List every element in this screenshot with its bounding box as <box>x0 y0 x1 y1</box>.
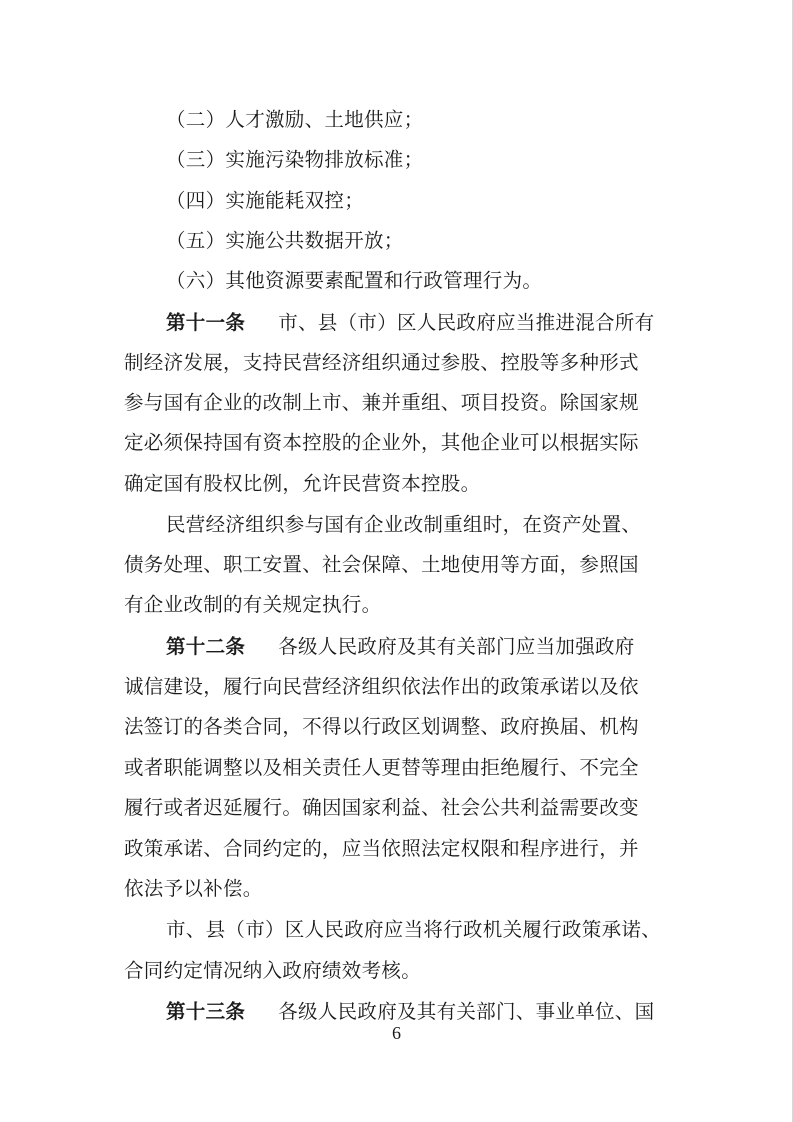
article-13-first-line <box>166 999 714 1025</box>
body-line: 合同约定情况纳入政府绩效考核。 <box>124 959 422 982</box>
body-line: 履行或者迟延履行。确因国家利益、社会公共利益需要改变 <box>124 796 639 819</box>
article-11-first-line <box>166 310 714 336</box>
item-2: （二）人才激励、土地供应； <box>166 108 424 131</box>
item-6: （六）其他资源要素配置和行政管理行为。 <box>166 269 543 292</box>
body-line: 诚信建设，履行向民营经济组织依法作出的政策承诺以及依 <box>124 675 639 698</box>
article-11-title: 第十一条 <box>166 311 246 334</box>
body-line: 市、县（市）区人民政府应当将行政机关履行政策承诺、 <box>166 918 662 941</box>
article-13-title: 第十三条 <box>166 1000 246 1023</box>
body-line: 有企业改制的有关规定执行。 <box>124 593 382 616</box>
body-line: 确定国有股权比例，允许民营资本控股。 <box>124 472 481 495</box>
body-line: 定必须保持国有资本控股的企业外，其他企业可以根据实际 <box>124 431 639 454</box>
page-number: 6 <box>392 1023 401 1043</box>
item-5: （五）实施公共数据开放； <box>166 229 404 252</box>
body-line: 债务处理、职工安置、社会保障、土地使用等方面，参照国 <box>124 553 639 576</box>
body-line: 法签订的各类合同，不得以行政区划调整、政府换届、机构 <box>124 715 639 738</box>
body-line: 或者职能调整以及相关责任人更替等理由拒绝履行、不完全 <box>124 756 639 779</box>
article-11-text: 市、县（市）区人民政府应当推进混合所有 <box>278 311 655 334</box>
article-12-title: 第十二条 <box>166 635 246 658</box>
article-12-text: 各级人民政府及其有关部门应当加强政府 <box>278 635 635 658</box>
item-4: （四）实施能耗双控； <box>166 189 365 212</box>
body-line: 政策承诺、合同约定的，应当依照法定权限和程序进行，并 <box>124 837 639 860</box>
article-12-first-line <box>166 634 714 660</box>
body-line: 参与国有企业的改制上市、兼并重组、项目投资。除国家规 <box>124 391 639 414</box>
article-13-text: 各级人民政府及其有关部门、事业单位、国 <box>278 1000 655 1023</box>
item-3: （三）实施污染物排放标准； <box>166 148 424 171</box>
body-line: 制经济发展，支持民营经济组织通过参股、控股等多种形式 <box>124 351 639 374</box>
body-line: 民营经济组织参与国有企业改制重组时，在资产处置、 <box>166 513 642 536</box>
body-line: 依法予以补偿。 <box>124 877 263 900</box>
